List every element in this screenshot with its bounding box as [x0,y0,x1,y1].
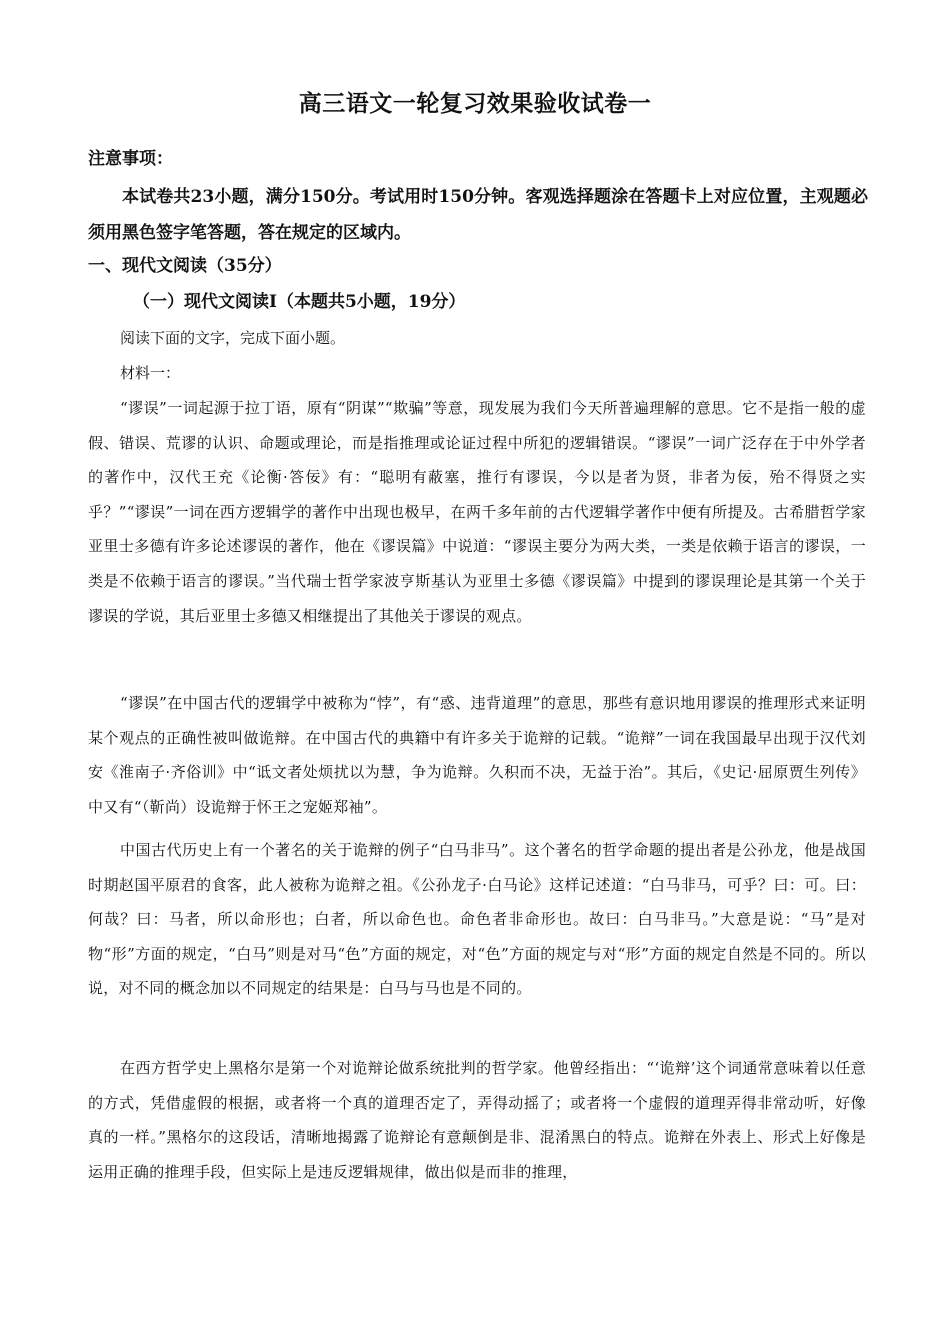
notice-body: 本试卷共23小题，满分150分。考试用时150分钟。客观选择题涂在答题卡上对应位置，主观题必须用黑色签字笔答题，答在规定的区域内。 [88,187,868,243]
notice-heading: 注意事项： [88,149,173,169]
paragraph-1: “谬误”一词起源于拉丁语，原有“阴谋”“欺骗”等意，现发展为我们今天所普遍理解的意思。它不是指一般的虚假、错误、荒谬的认识、命题或理论，而是指推理或论证过程中所犯的逻辑错误。“谬误”一词广泛存在于中外学者的著作中，汉代王充《论衡·答佞》有：“聪明有蔽塞，推行有谬误，今以是者为贤，非者为佞，殆不得贤之实乎？”“谬误”一词在西方逻辑学的著作中出现也极早，在两千多年前的古代逻辑学著作中便有所提及。古希腊哲学家亚里士多德有许多论述谬误的著作，他在《谬误篇》中说道：“谬误主要分为两大类，一类是依赖于语言的谬误，一类是不依赖于语言的谬误。”当代瑞士哲学家波亨斯基认为亚里士多德《谬误篇》中提到的谬误理论是其第一个关于谬误的学说，其后亚里士多德又相继提出了其他关于谬误的观点。 [88,399,866,625]
section-heading: 一、现代文阅读（35分） [88,256,282,276]
material-label: 材料一： [120,364,181,382]
reading-instruction: 阅读下面的文字，完成下面小题。 [120,329,346,347]
paragraph-3: 中国古代历史上有一个著名的关于诡辩的例子“白马非马”。这个著名的哲学命题的提出者是公孙龙，他是战国时期赵国平原君的食客，此人被称为诡辩之祖。《公孙龙子·白马论》这样记述道：“白马非马，可乎？曰：可。曰：何哉？曰：马者，所以命形也；白者，所以命色也。命色者非命形也。故曰：白马非马。”大意是说：“马”是对物“形”方面的规定，“白马”则是对马“色”方面的规定，对“色”方面的规定与对“形”方面的规定自然是不同的。所以说，对不同的概念加以不同规定的结果是：白马与马也是不同的。 [88,841,866,998]
paragraph-4: 在西方哲学史上黑格尔是第一个对诡辩论做系统批判的哲学家。他曾经指出：“‘诡辩’这个词通常意味着以任意的方式，凭借虚假的根据，或者将一个真的道理否定了，弄得动摇了；或者将一个虚假的道理弄得非常动听，好像真的一样。”黑格尔的这段话，清晰地揭露了诡辩论有意颠倒是非、混淆黑白的特点。诡辩在外表上、形式上好像是运用正确的推理手段，但实际上是违反逻辑规律，做出似是而非的推理， [88,1059,866,1181]
paragraph-2: “谬误”在中国古代的逻辑学中被称为“悖”，有“惑、违背道理”的意思，那些有意识地用谬误的推理形式来证明某个观点的正确性被叫做诡辩。在中国古代的典籍中有许多关于诡辩的记载。“诡辩”一词在我国最早出现于汉代刘安《淮南子·齐俗训》中“诋文者处烦扰以为慧，争为诡辩。久积而不决，无益于治”。其后，《史记·屈原贾生列传》中又有“（靳尚）设诡辩于怀王之宠姬郑袖”。 [88,694,866,816]
subsection-heading: （一）现代文阅读Ⅰ（本题共5小题，19分） [133,292,466,312]
exam-title: 高三语文一轮复习效果验收试卷一 [298,90,652,117]
